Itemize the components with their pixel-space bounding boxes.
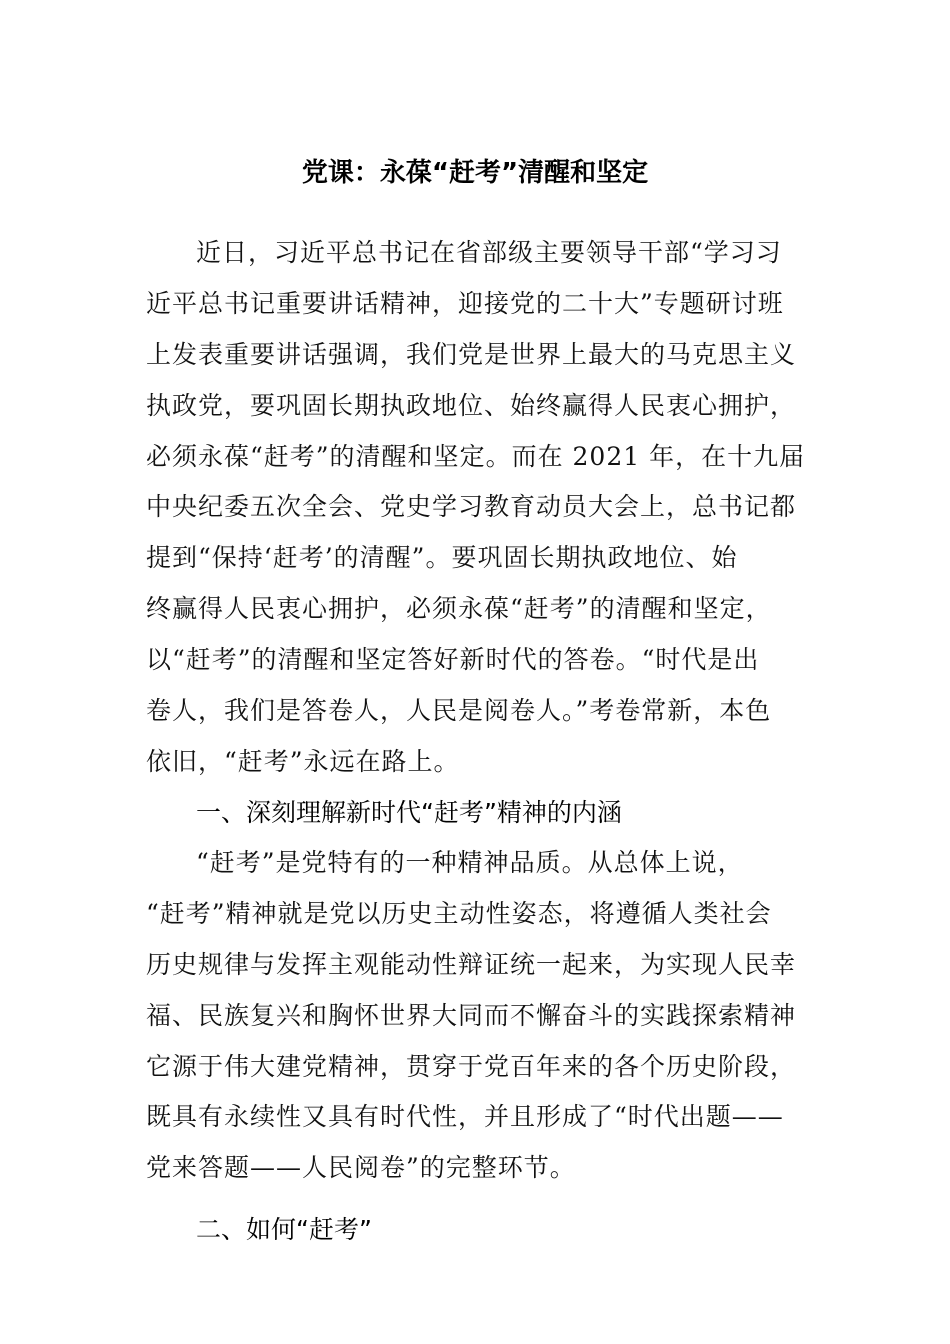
paragraph-line: 必须永葆“赶考”的清醒和坚定。而在 2021 年，在十九届 [146,442,806,471]
paragraph-line: 执政党，要巩固长期执政地位、始终赢得人民衷心拥护， [146,391,797,420]
paragraph-line: 既具有永续性又具有时代性，并且形成了“时代出题—— [146,1102,784,1131]
paragraph-line: 福、民族复兴和胸怀世界大同而不懈奋斗的实践探索精神 [146,1001,797,1030]
section-heading-2: 二、如何“赶考” [196,1215,372,1244]
paragraph-line: 中央纪委五次全会、党史学习教育动员大会上，总书记都 [146,492,797,521]
paragraph-line: 依旧，“赶考”永远在路上。 [146,747,460,776]
paragraph-line: 近平总书记重要讲话精神，迎接党的二十大”专题研讨班 [146,289,784,318]
paragraph-line: 提到“保持‘赶考’的清醒”。要巩固长期执政地位、始 [146,543,738,572]
paragraph-line: 终赢得人民衷心拥护，必须永葆“赶考”的清醒和坚定， [146,594,772,623]
paragraph-line: 近日，习近平总书记在省部级主要领导干部“学习习 [196,238,782,267]
paragraph-line: 上发表重要讲话强调，我们党是世界上最大的马克思主义 [146,340,797,369]
paragraph-line: 历史规律与发挥主观能动性辩证统一起来，为实现人民幸 [146,950,797,979]
paragraph-line: 卷人，我们是答卷人，人民是阅卷人。”考卷常新，本色 [146,696,772,725]
paragraph-line: “赶考”是党特有的一种精神品质。从总体上说， [196,848,744,877]
paragraph-line: 以“赶考”的清醒和坚定答好新时代的答卷。“时代是出 [146,645,760,674]
paragraph-line: 它源于伟大建党精神，贯穿于党百年来的各个历史阶段， [146,1052,797,1081]
paragraph-line: 党来答题——人民阅卷”的完整环节。 [146,1153,576,1182]
paragraph-line: “赶考”精神就是党以历史主动性姿态，将遵循人类社会 [146,899,772,928]
section-heading-1: 一、深刻理解新时代“赶考”精神的内涵 [196,798,622,827]
document-title: 党课：永葆“赶考”清醒和坚定 [301,158,649,188]
